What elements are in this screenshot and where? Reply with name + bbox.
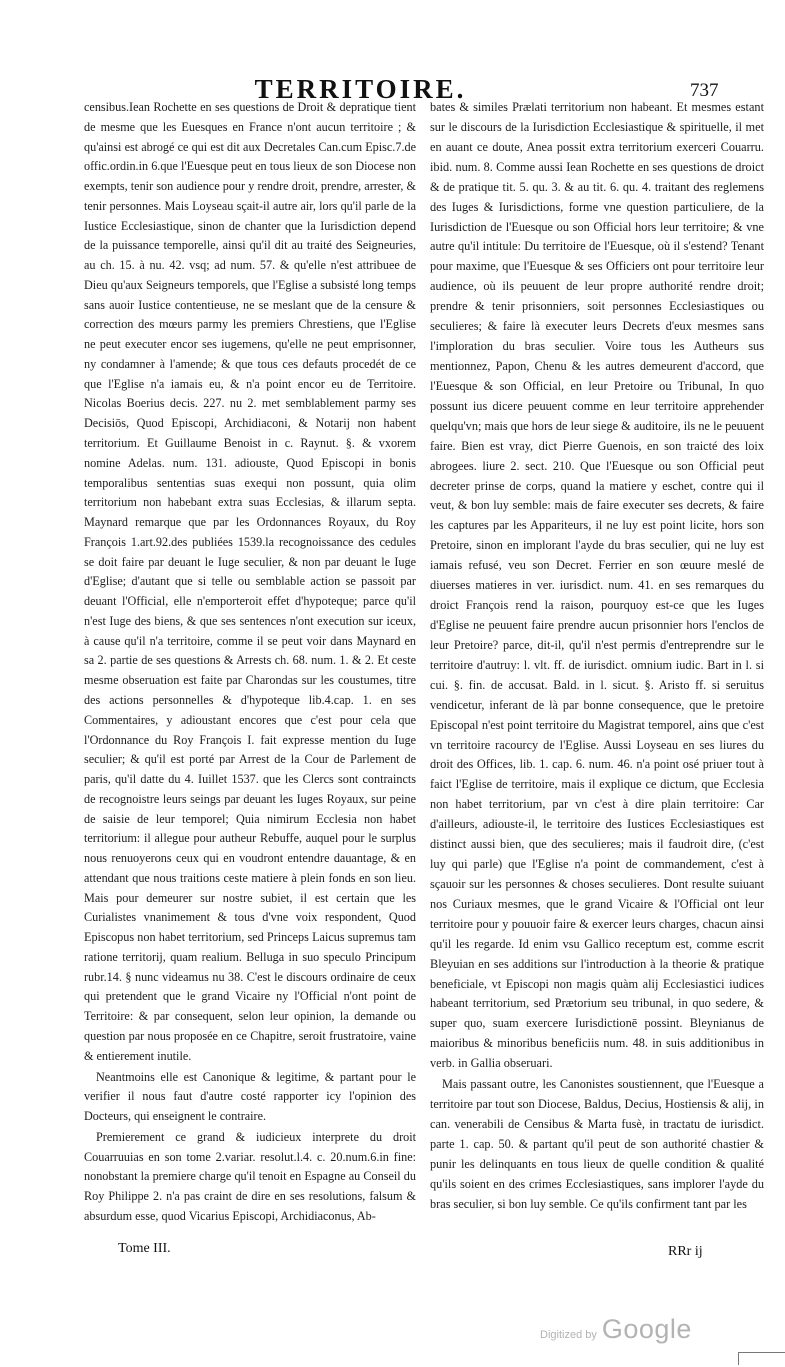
left-paragraph-3: Premierement ce grand & iudicieux interprete du droit Couarruuias en son tome 2.variar. resolut.l.4. c. 20.num.6.in fine: nonobstant la premiere charge qu'il tenoit en Espagne au Conseil du Roy Philippe 2. n'a pas craint de dire en ses resolutions, falsum & absurdum esse, quod Vicarius Episcopi, Archidiaconus, Ab- (84, 1129, 416, 1223)
left-paragraph-1: censibus.Iean Rochette en ses questions de Droit & depratique tient de mesme que les Euesques en France n'ont aucun territoire ; & qu'ainsi est abrogé ce qui est dit aux Decretales Can.cum Episc.7.de offic.ordin.in 6.que l'Euesque peut en tous lieux de son Diocese non exempts, tenir son audience pour y rendre droit, prendre, arrester, & tenir personnes. Mais Loyseau sçait-il autre air, lors qu'il parle de la Iustice Ecclesiastique, sinon de chanter que la Iurisdiction depend de la puissance temporelle, ainsi qu'il dit au traité des Seigneuries, au ch. 15. à nu. 42. vsq; ad num. 57. & qu'elle n'est attribuee de Dieu qu'aux Seigneurs temporels, que l'Eglise a subsisté long temps sans auoir Iustice contentieuse, ne se meslant que de la censure & correction des mœurs parmy les premiers Chrestiens, que l'Eglise ne peut executer encor ses iugemens, qu'elle ne peut emprisonner, ny condamner à l'amende; & que tous ces defauts procedét de ce que l'Eglise n'a iamais eu, & n'a point encor eu de Territoire. Nicolas Boerius decis. 227. nu 2. met semblablement parmy ses Decisiōs, Quod Episcopi, Archidiaconi, & Notarij non habent territorium. Et Guillaume Benoist in c. Raynut. §. & vxorem nomine Adelas. num. 131. adiouste, Quod Episcopi in bonis temporalibus sententias suas exequi non possunt, quia olim territorium non habebant extra suas Ecclesias, & illarum septa. Maynard remarque que par les Ordonnances Royaux, du Roy François 1.art.92.des publiées 1539.la recognoissance des cedules se doit faire par deuant le Iuge seculier, & non par deuant le Iuge d'Eglise; d'autant que si telle ou semblable action se passoit par deuant l'Official, elle n'emporteroit effet d'hypoteque; parce qu'il n'est Iuge des biens, & que ses sentences n'ont execution sur iceux, à cause qu'il n'a territoire, comme il se peut voir dans Maynard en sa 2. partie de ses questions & Arrests ch. 68. num. 1. & 2. Et ceste mesme obseruation est faite par Charondas sur les coustumes, titre des actions personnelles & d'hypoteque lib.4.cap. 1. en ses Commentaires, y adioustant encores que c'est pour cela que l'Ordonnance du Roy François I. fait expresse mention du Iuge seculier; & qu'il est porté par Arrest de la Cour de Parlement de paris, qu'il datte du 4. Iuillet 1537. que les Clercs sont contraincts de recognoistre leurs seings par deuant les Iuges Royaux, sur peine de saisie de leur temporel; Quia nimirum Ecclesia non habet territorium: il allegue pour autheur Rebuffe, auquel pour le surplus nous renuoyerons ceux qui en voudront entendre dauantage, & en attendant que nous traitions ceste matiere à plein fonds en son lieu. Mais pour demeurer sur nostre subiet, il est certain que les Curialistes vnanimement & tous d'vne voix respondent, Quod Episcopus non habet territorium, sed Princeps Laicus supremus tam ratione territorij, quam realium. Belluga in suo speculo Principum rubr.14. § nunc videamus nu 38. C'est le discours ordinaire de ceux qui pretendent que le grand Vicaire ny l'Official n'ont point de Territoire: & par consequent, selon leur opinion, la demande ou question par nous proposée en ce Chapitre, seroit frustratoire, vaine & entierement inutile. (84, 100, 416, 1063)
watermark-prefix: Digitized by (540, 1329, 597, 1341)
google-logo: Google (601, 1314, 692, 1344)
volume-label: Tome III. (118, 1241, 171, 1256)
right-paragraph-1: bates & similes Prælati territorium non habeant. Et mesmes estant sur le discours de la Iurisdiction Ecclesiastique & spirituelle, il met en auant ce doute, Anea possit extra territorium exerceri Couarru. ibid. num. 8. Comme aussi Iean Rochette en ses questions de droict & de pratique tit. 5. qu. 3. & au tit. 6. qu. 4. traitant des reglemens des Iuges & Iurisdictions, forme vne question particuliere, de la Iurisdiction de l'Euesque ou son Official hors leur territoire; & vne autre qu'il intitule: Du territoire de l'Euesque, où il s'estend? Tenant pour maxime, que l'Euesque & ses Officiers ont pour territoire leur audience, où ils peuuent de leur propre authorité rendre droit; prendre & tenir prisonniers, soit personnes Ecclesiastiques ou seculieres; & faire là executer leurs Decrets d'eux mesmes sans l'imploration du bras seculier. Voire tous les Autheurs sus mentionnez, Papon, Chenu & les autres demeurent d'accord, que l'Euesque & son Official, en leur Pretoire ou Tribunal, In quo possunt ius dicere peuuent comme en leur territoire apprehender quelqu'vn; mais que hors de leur siege & auditoire, ils ne le peuuent faire. Bien est vray, dict Pierre Guenois, en son traicté des loix abrogees. liure 2. sect. 210. Que l'Euesque ou son Official peut decreter prinse de corps, quand la matiere y eschet, contre qui il veut, & bon luy semble: mais de faire executer ses decrets, & faire les captures par les Appariteurs, il ne luy est point licite, hors son Pretoire, sinon en implorant l'ayde du bras seculier, qui ne luy est iamais refusé, veu son Decret. Ferrier en son œuure meslé de diuerses matieres in ver. iurisdict. num. 41. en ses remarques du droict François rend la raison, pourquoy est-ce que les Iuges d'Eglise ne peuuent faire prendre aucun prisonnier hors l'enclos de leur Pretoire? parce, dit-il, qu'il n'est permis d'entreprendre sur le territoire d'autruy: l. vlt. ff. de iurisdict. omnium iudic. Bart in l. si cui. §. fin. de accusat. Bald. in l. sicut. §. Aristo ff. si seruitus vendicetur, inferant de là par bonne consequence, que le pretoire Episcopal n'est point territoire du Magistrat temporel, ains que c'est vn territoire racourcy de l'Eglise. Aussi Loyseau en ses liures du droit des Offices, lib. 1. cap. 6. num. 46. n'a point osé priuer tout à faict l'Eglise de territoire, mais il explique ce dictum, que Ecclesia non habet territorium, par vn c'est à dire plain territoire: Car d'ailleurs, adiouste-il, le territoire des Iustices Ecclesiastiques est distinct aussi bien, que des seculieres; mais il faudroit dire, (c'est luy qui parle) que l'Eglise n'a point de commandement, c'est à sçauoir sur les personnes & choses seculieres. Dont resulte suiuant nos Curiaux mesmes, que le grand Vicaire & l'Official ont leur territoire pour y pouuoir faire & exercer leurs charges, chacun ainsi qu'il les regarde. Id enim vsu Gallico receptum est, comme escrit Bleyuian en ses additions sur l'introduction à la theorie & pratique beneficiale, vt Episcopi non magis quàm alij Ecclesiastici iudices habeant territorium, sed Prætorium seu tribunal, in quo sedere, & super quo, suam exercere Iurisdictionē possint. Bleynianus de maioribus & minoribus beneficiis num. 48. in suis additionibus in verb. in Gallia obseruari. (430, 100, 764, 1071)
left-paragraph-2: Neantmoins elle est Canonique & legitime, & partant pour le verifier il nous faut d'autre costé rapporter icy l'opinion des Docteurs, qui enseignent le contraire. (84, 1069, 416, 1124)
right-paragraph-2: Mais passant outre, les Canonistes soustiennent, que l'Euesque a territoire par tout son Diocese, Baldus, Decius, Hostiensis & alij, in can. venerabili de Censibus & Marta fusè, in tractatu de iurisdict. parte 1. cap. 50. & partant qu'il peut de son authorité chastier & punir les delinquants en tous lieux de quelle condition & qualité qu'ils soient en des crimes Ecclesiastiques, sans implorer l'ayde du bras seculier, si bon luy semble. Ce qu'ils confirment tant par les (430, 1077, 764, 1211)
right-text-column (430, 98, 764, 1215)
running-head-title: TERRITOIRE. (254, 74, 467, 104)
signature-mark: RRr ij (668, 1244, 703, 1259)
digitized-watermark (540, 1314, 692, 1345)
left-text-column (84, 98, 416, 1227)
page-number: 737 (690, 80, 719, 101)
scan-edge-divider (738, 1352, 785, 1365)
